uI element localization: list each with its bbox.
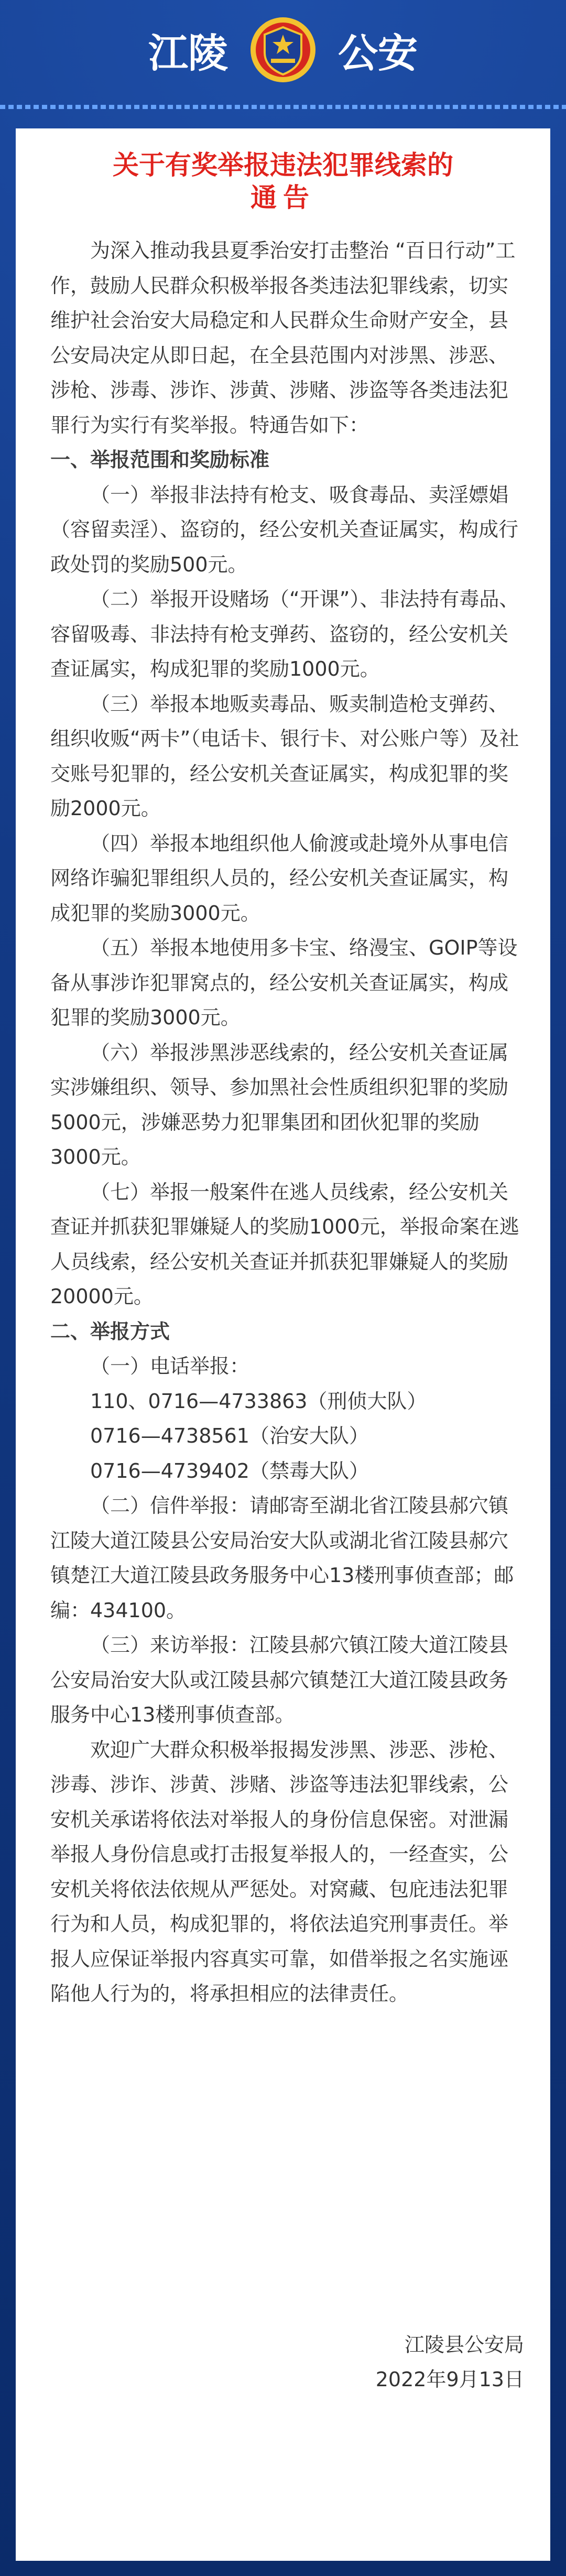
closing-paragraph: 欢迎广大群众积极举报揭发涉黑、涉恶、涉枪、涉毒、涉诈、涉黄、涉赌、涉盗等违法犯罪线索，公安机关承诺将依法对举报人的身份信息保密。对泄漏举报人身份信息或打击报复举报人的，一经查实，公安机关将依法依规从严惩处。对窝藏、包庇违法犯罪行为和人员，构成犯罪的，将依法追究刑事责任。举报人应保证举报内容真实可靠，如借举报之名实施诬陷他人行为的，将承担相应的法律责任。 <box>50 1738 509 2005</box>
reward-item: （四）举报本地组织他人偷渡或赴境外从事电信网络诈骗犯罪组织人员的，经公安机关查证属实，构成犯罪的奖励3000元。 <box>50 831 509 925</box>
reward-item: （三）举报本地贩卖毒品、贩卖制造枪支弹药、组织收贩“两卡”（电话卡、银行卡、对公账户等）及社交账号犯罪的，经公安机关查证属实，构成犯罪的奖励2000元。 <box>50 692 519 820</box>
signature-org: 江陵县公安局 <box>404 2333 524 2356</box>
reward-item: （六）举报涉黑涉恶线索的，经公安机关查证属实涉嫌组织、领导、参加黑社会性质组织犯罪的奖励5000元，涉嫌恶势力犯罪集团和团伙犯罪的奖励3000元。 <box>50 1041 509 1168</box>
reward-item: （五）举报本地使用多卡宝、络漫宝、GOIP等设备从事涉诈犯罪窝点的，经公安机关查证属实，构成犯罪的奖励3000元。 <box>50 936 518 1029</box>
section-heading: 一、举报范围和奖励标准 <box>50 448 270 471</box>
phone-line: 0716—4739402（禁毒大队） <box>90 1459 369 1482</box>
signature-date: 2022年9月13日 <box>375 2368 524 2391</box>
police-emblem-icon <box>249 16 317 84</box>
notice-subtitle: 通告 <box>251 182 315 213</box>
intro-paragraph: 为深入推动我县夏季治安打击整治 “百日行动”工作，鼓励人民群众积极举报各类违法犯罪线索，切实维护社会治安大局稳定和人民群众生命财产安全，县公安局决定从即日起，在全县范围内对涉黑、涉恶、涉枪、涉毒、涉诈、涉黄、涉赌、涉盗等各类违法犯罪行为实行有奖举报。特通告如下： <box>50 239 516 437</box>
header-right-text: 公安 <box>338 29 418 77</box>
divider-top <box>0 105 566 109</box>
visit-paragraph: （三）来访举报：江陵县郝穴镇江陵大道江陵县公安局治安大队或江陵县郝穴镇楚江大道江陵县政务服务中心13楼刑事侦查部。 <box>50 1633 509 1726</box>
header-left-text: 江陵 <box>148 29 228 77</box>
header <box>0 0 566 100</box>
phone-line: 0716—4738561（治安大队） <box>90 1424 369 1447</box>
phone-title: （一）电话举报： <box>90 1355 250 1378</box>
notice-panel <box>16 128 550 2561</box>
section-heading: 二、举报方式 <box>50 1319 170 1343</box>
letter-paragraph: （二）信件举报：请邮寄至湖北省江陵县郝穴镇江陵大道江陵县公安局治安大队或湖北省江陵县郝穴镇楚江大道江陵县政务服务中心13楼刑事侦查部；邮编：434100。 <box>50 1494 514 1622</box>
phone-line: 110、0716—4733863（刑侦大队） <box>90 1389 427 1413</box>
reward-item: （二）举报开设赌场（“开课”）、非法持有毒品、容留吸毒、非法持有枪支弹药、盗窃的，经公安机关查证属实，构成犯罪的奖励1000元。 <box>50 588 519 680</box>
reward-item: （七）举报一般案件在逃人员线索，经公安机关查证并抓获犯罪嫌疑人的奖励1000元，举报命案在逃人员线索，经公安机关查证并抓获犯罪嫌疑人的奖励20000元。 <box>50 1180 519 1308</box>
reward-item: （一）举报非法持有枪支、吸食毒品、卖淫嫖娼（容留卖淫）、盗窃的，经公安机关查证属实，构成行政处罚的奖励500元。 <box>50 483 519 576</box>
signature <box>376 2328 524 2397</box>
notice-body <box>50 233 522 2011</box>
notice-title: 关于有奖举报违法犯罪线索的 <box>113 150 453 180</box>
